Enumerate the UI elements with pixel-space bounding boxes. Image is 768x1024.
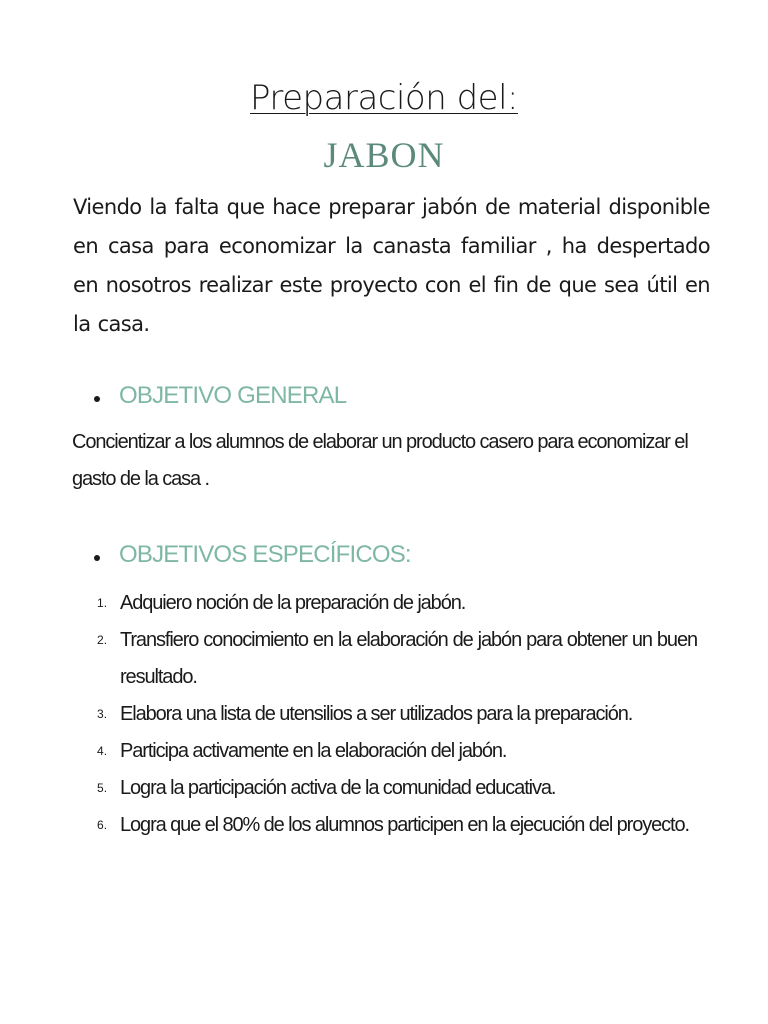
list-item-text: Transfiero conocimiento en la elaboración de jabón para obtener un buen resultado. — [120, 629, 697, 688]
general-objective-label: OBJETIVO GENERAL — [119, 382, 347, 409]
specific-objectives-list — [97, 585, 697, 844]
bullet-icon — [94, 555, 100, 561]
list-item — [97, 807, 697, 844]
list-item — [97, 622, 697, 696]
list-item-text: Participa activamente en la elaboración del jabón. — [120, 740, 507, 762]
list-item — [97, 733, 697, 770]
page-title: Preparación del: — [250, 78, 518, 118]
list-item-text: Elabora una lista de utensilios a ser utilizados para la preparación. — [120, 703, 633, 725]
list-item-text: Logra que el 80% de los alumnos participen en la ejecución del proyecto. — [120, 814, 689, 836]
list-item-number: 1 . — [97, 585, 107, 622]
list-item-number: 2 . — [97, 622, 107, 659]
specific-objectives-heading — [94, 541, 411, 569]
general-objective-text: Concientizar a los alumnos de elaborar un producto casero para economizar el gasto de la casa . — [72, 431, 688, 490]
specific-objectives-label: OBJETIVOS ESPECÍFICOS: — [119, 541, 411, 568]
list-item-text: Logra la participación activa de la comunidad educativa. — [120, 777, 556, 799]
list-item — [97, 585, 697, 622]
general-objective-heading — [94, 382, 346, 410]
list-item-number: 4 . — [97, 733, 107, 770]
list-item-number: 6 . — [97, 807, 107, 844]
list-item-text: Adquiero noción de la preparación de jabón. — [120, 592, 466, 614]
page-subtitle: JABON — [323, 135, 445, 175]
list-item-number: 3 . — [97, 696, 107, 733]
list-item — [97, 770, 697, 807]
list-item-number: 5 . — [97, 770, 107, 807]
list-item — [97, 696, 697, 733]
intro-paragraph: Viendo la falta que hace preparar jabón de material disponible en casa para economizar la canasta familiar , ha despertado en nosotros realizar este proyecto con el fin de que sea útil en la casa. — [73, 195, 710, 336]
bullet-icon — [94, 396, 100, 402]
